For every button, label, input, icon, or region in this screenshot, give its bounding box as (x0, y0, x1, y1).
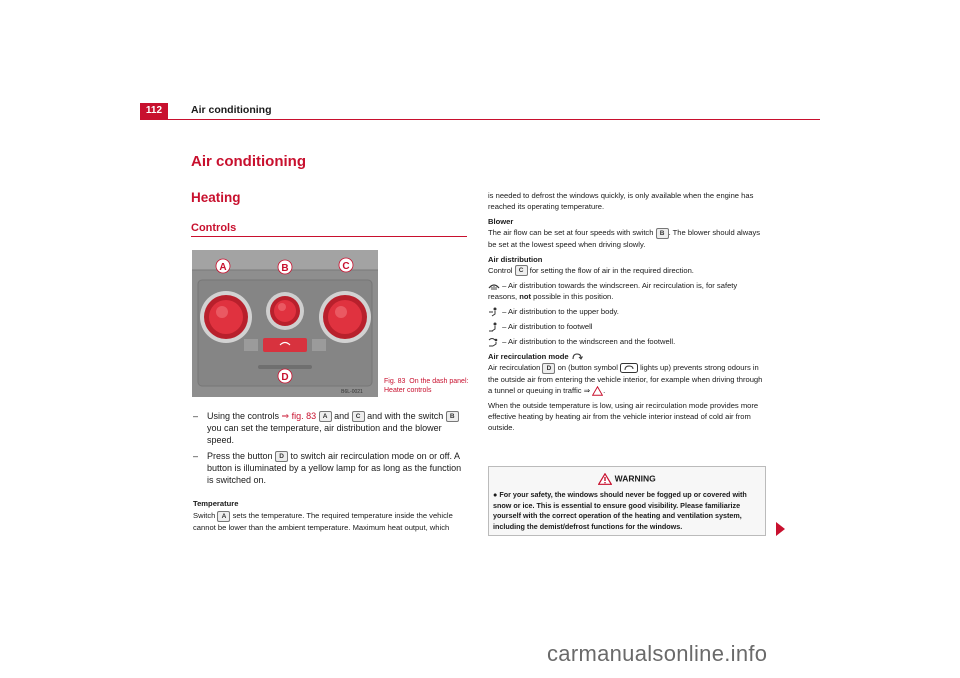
bullet-dash: – (193, 451, 199, 462)
windscreen-icon (488, 282, 500, 291)
recirculation-button-icon (620, 363, 638, 373)
low-temperature-text: When the outside temperature is low, using air recirculation mode provides more effective heating by heating air from the vehicle interior instead of cold air from outside. (488, 400, 759, 432)
badge-c: C (515, 265, 528, 276)
watermark: carmanualsonline.info (547, 641, 768, 666)
distribution-footwell: – Air distribution to footwell (488, 321, 766, 332)
warning-box (488, 466, 766, 536)
caption-text: On the dash panel: Heater controls (384, 378, 469, 394)
bullet-controls: – Using the controls ⇒ fig. 83 A and C and with the switch B you can set the temperature, air distribution and the blower speed. (193, 410, 469, 446)
badge-a: A (217, 511, 230, 522)
air-distribution-text: Control C for setting the flow of air in the required direction. (488, 265, 694, 275)
figure-label-a: A (219, 262, 227, 273)
heater-controls-figure (192, 250, 378, 397)
upper-body-icon (488, 307, 500, 317)
figure-label-d: D (281, 372, 289, 383)
recirculation-button (263, 338, 307, 352)
blower-text: The air flow can be set at four speeds with switch B . The blower should always be set at the lowest speed when driving slowly. (488, 228, 761, 249)
section-heading: Heating (191, 190, 241, 205)
temperature-heading: Temperature (193, 499, 239, 509)
warning-title: WARNING (489, 473, 765, 485)
figure-label-b: B (281, 263, 289, 274)
distribution-windscreen-footwell: – Air distribution to the windscreen and the footwell. (488, 336, 766, 347)
right-column (488, 190, 766, 437)
continued-text: is needed to defrost the windows quickly, is only available when the engine has reached its operating temperature. (488, 191, 754, 211)
knob-c (319, 291, 371, 343)
warning-text: ● For your safety, the windows should never be fogged up or covered with snow or ice. This is essential to ensure good visibility. Please familiarize yourself with the correct operation of the heating and ventilation system, including the demist/defrost functions for the windows. (493, 490, 747, 531)
subsection-rule (191, 236, 467, 237)
warning-triangle-icon[interactable] (592, 386, 603, 396)
bullet-recirculation: – Press the button D to switch air recirculation mode on or off. A button is illuminated by a yellow lamp for as long as the function is switched on. (193, 451, 462, 486)
figure-label-c: C (342, 261, 350, 272)
temperature-text: Switch A sets the temperature. The required temperature inside the vehicle cannot be lower than the ambient temperature. Maximum heat output, which (193, 511, 453, 532)
warning-icon (598, 473, 612, 485)
distribution-windscreen: – Air distribution towards the windscreen. Air recirculation is, for safety reasons, not possible in this position. (488, 281, 738, 301)
chapter-heading: Air conditioning (191, 153, 306, 170)
figure-code: B6L-0021 (341, 389, 363, 395)
distribution-upper-body: – Air distribution to the upper body. (488, 306, 766, 317)
air-distribution-heading: Air distribution (488, 254, 543, 264)
windscreen-footwell-icon (488, 337, 500, 347)
left-column (193, 410, 469, 533)
footwell-icon (488, 322, 500, 332)
running-title: Air conditioning (191, 104, 272, 116)
subsection-heading: Controls (191, 222, 237, 234)
bullet-icon: ● (493, 490, 500, 499)
recirculation-text: Air recirculation D on (button symbol lights up) prevents strong odours in the outside air from entering the vehicle interior, for example when driving through a tunnel or queuing in traffic ⇒ . (488, 363, 763, 395)
recirculation-heading: Air recirculation mode (488, 351, 766, 362)
badge-d: D (275, 451, 288, 462)
badge-a: A (319, 411, 332, 422)
bullet-dash: – (193, 411, 199, 421)
figure-caption (384, 377, 474, 395)
page-number: 112 (140, 103, 168, 119)
blower-heading: Blower (488, 217, 514, 226)
badge-d: D (542, 363, 555, 374)
figure-link[interactable]: ⇒ fig. 83 (281, 411, 317, 421)
knob-a (200, 291, 252, 343)
badge-b: B (446, 411, 459, 422)
knob-b (266, 292, 304, 330)
caption-ref: Fig. 83 (384, 378, 406, 385)
badge-b: B (656, 228, 669, 239)
next-page-arrow-icon[interactable] (776, 522, 785, 536)
recirculation-icon (571, 353, 583, 361)
badge-c: C (352, 411, 365, 422)
